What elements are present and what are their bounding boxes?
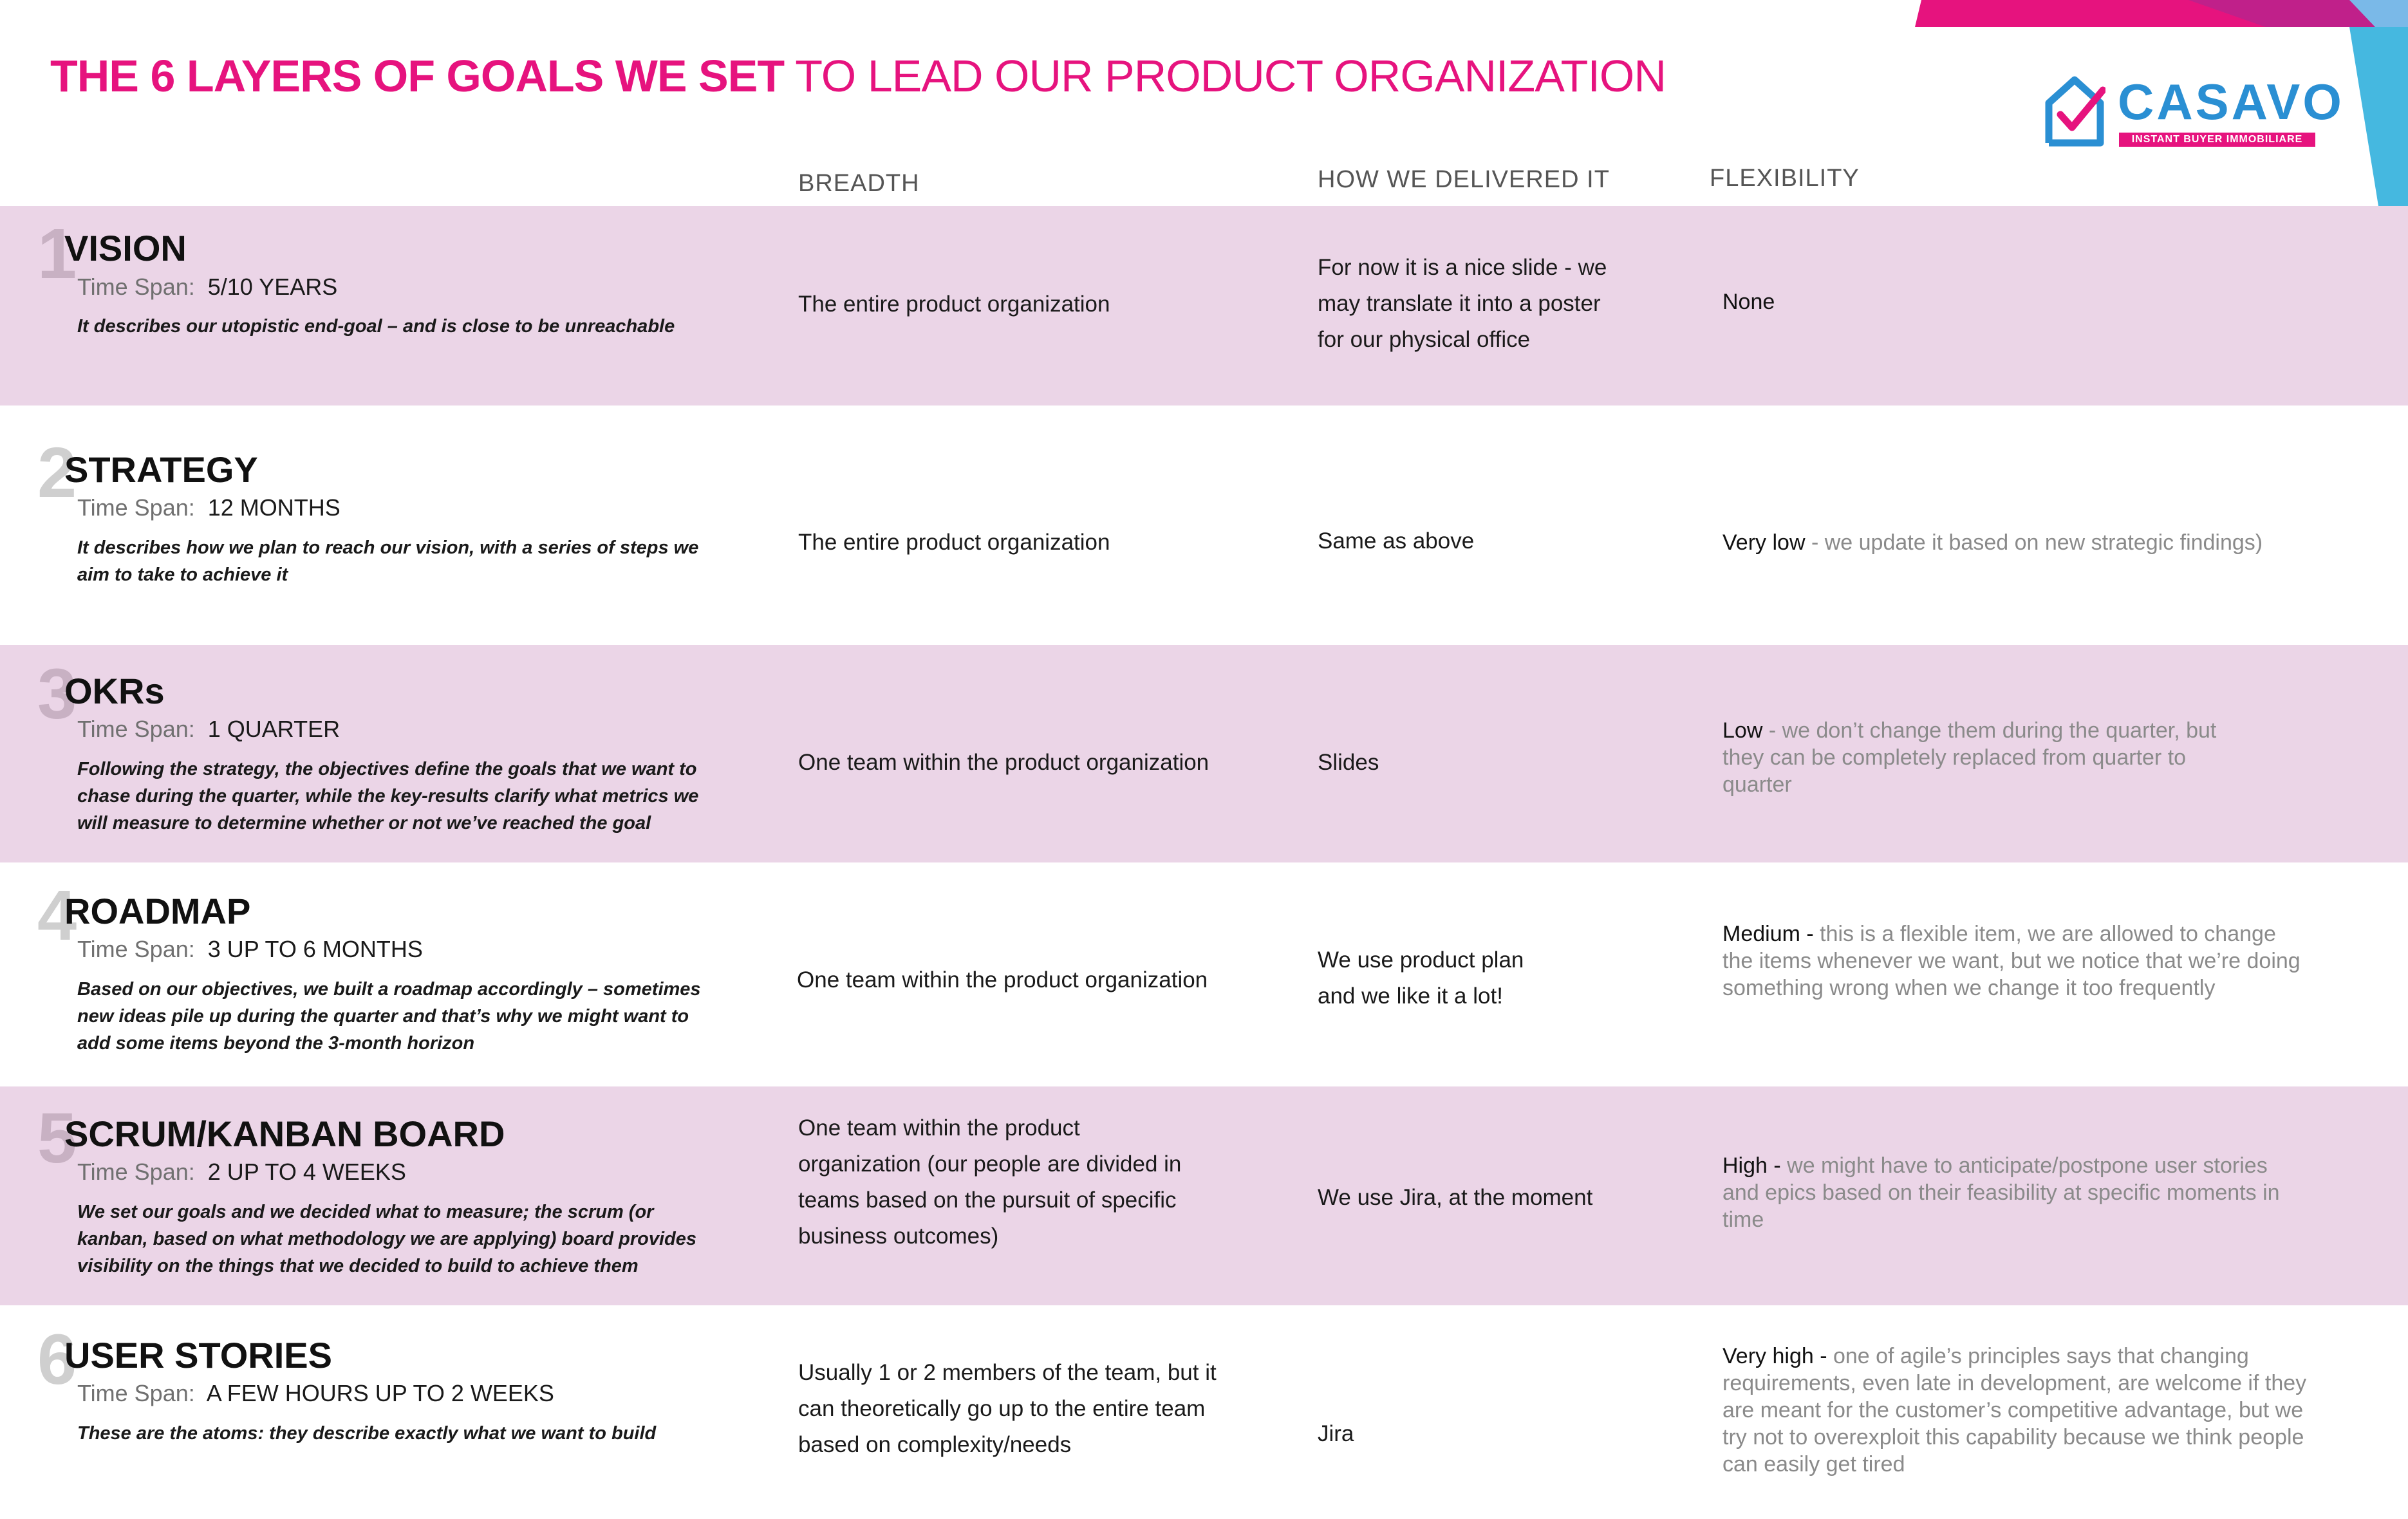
layer-row-scrum-kanban xyxy=(0,1086,2408,1305)
flexibility-cell xyxy=(1722,529,2334,556)
time-span-label: Time Span: xyxy=(77,1380,195,1406)
layer-name: ROADMAP xyxy=(64,891,251,931)
flexibility-level: Low xyxy=(1722,718,1763,743)
layer-name: SCRUM/KANBAN BOARD xyxy=(64,1114,505,1154)
flexibility-cell xyxy=(1722,717,2250,798)
time-span-label: Time Span: xyxy=(77,1159,195,1185)
layer-number: 5 xyxy=(37,1099,77,1178)
layer-name: OKRs xyxy=(64,671,165,711)
time-span-label: Time Span: xyxy=(77,274,195,300)
layer-row-roadmap xyxy=(0,862,2408,1086)
time-span xyxy=(77,1380,554,1407)
layer-name: USER STORIES xyxy=(64,1335,332,1375)
time-span-value: 12 MONTHS xyxy=(207,494,341,521)
layer-name: STRATEGY xyxy=(64,449,258,490)
flexibility-level: Medium - xyxy=(1722,922,1814,946)
layer-description: It describes how we plan to reach our vision, with a series of steps we aim to take to achieve it xyxy=(77,537,699,585)
flexibility-level: None xyxy=(1722,290,1775,314)
layer-number: 6 xyxy=(37,1320,77,1399)
breadth-cell: One team within the product organization xyxy=(797,967,1208,992)
breadth-cell: Usually 1 or 2 members of the team, but it can theoretically go up to the entire team based on complexity/needs xyxy=(798,1360,1217,1457)
delivery-cell: Jira xyxy=(1318,1421,1354,1446)
layer-row-vision xyxy=(0,206,2408,405)
logo-tagline: INSTANT BUYER IMMOBILIARE xyxy=(2119,133,2315,147)
flexibility-cell xyxy=(1722,1343,2328,1478)
time-span-value: 1 QUARTER xyxy=(207,716,341,742)
time-span-value: 3 UP TO 6 MONTHS xyxy=(207,936,423,962)
delivery-cell: Same as above xyxy=(1318,528,1475,554)
layer-number: 4 xyxy=(37,876,77,955)
casavo-logo xyxy=(2044,72,2344,149)
layer-name: VISION xyxy=(64,228,187,268)
layer-number: 1 xyxy=(37,214,77,294)
layer-row-okrs xyxy=(0,645,2408,862)
flexibility-cell xyxy=(1722,1152,2289,1233)
time-span xyxy=(77,716,340,743)
flexibility-cell xyxy=(1722,288,2334,315)
time-span xyxy=(77,274,337,301)
title-rest: TO LEAD OUR PRODUCT ORGANIZATION xyxy=(784,51,1666,101)
layer-number: 3 xyxy=(37,655,77,734)
time-span-label: Time Span: xyxy=(77,716,195,742)
flexibility-note: - we update it based on new strategic findings) xyxy=(1805,530,2263,555)
breadth-cell: One team within the product organization xyxy=(798,750,1209,775)
flexibility-level: Very low xyxy=(1722,530,1806,555)
delivery-cell: We use product plan and we like it a lot! xyxy=(1318,947,1524,1009)
flexibility-cell xyxy=(1722,920,2302,1002)
flexibility-note: this is a flexible item, we are allowed to change the items whenever we want, but we notice that we’re doing something wrong when we change it too frequently xyxy=(1722,922,2301,1000)
column-header-delivery: HOW WE DELIVERED IT xyxy=(1318,166,1610,193)
time-span-value: 2 UP TO 4 WEEKS xyxy=(207,1159,406,1185)
delivery-cell: Slides xyxy=(1318,750,1379,775)
time-span xyxy=(77,1159,406,1186)
time-span-label: Time Span: xyxy=(77,936,195,962)
time-span xyxy=(77,936,423,963)
layer-description: It describes our utopistic end-goal – and is close to be unreachable xyxy=(77,316,675,337)
house-check-icon xyxy=(2044,75,2105,147)
breadth-cell: One team within the product organization (our people are divided in teams based on the pursuit of specific business outcomes) xyxy=(798,1115,1182,1249)
title-bold: THE 6 LAYERS OF GOALS WE SET xyxy=(50,51,785,101)
time-span xyxy=(77,494,341,521)
logo-wordmark: CASAVO xyxy=(2118,73,2344,130)
layer-description: Based on our objectives, we built a roadmap accordingly – sometimes new ideas pile up during the quarter and that’s why we might want to add some items beyond the 3-month horizon xyxy=(77,979,701,1054)
layer-number: 2 xyxy=(37,433,77,512)
layer-row-user-stories xyxy=(0,1305,2408,1519)
time-span-value: A FEW HOURS UP TO 2 WEEKS xyxy=(206,1380,554,1406)
flexibility-note: - we don’t change them during the quarter, but they can be completely replaced from quarter to quarter xyxy=(1722,718,2217,797)
column-header-flexibility: FLEXIBILITY xyxy=(1710,165,1860,192)
layer-description: Following the strategy, the objectives define the goals that we want to chase during the quarter, while the key-results clarify what metrics we will measure to determine whether or not we’ve reached the goal xyxy=(77,759,699,834)
delivery-cell: For now it is a nice slide - we may translate it into a poster for our physical office xyxy=(1318,255,1607,352)
time-span-value: 5/10 YEARS xyxy=(207,274,338,300)
flexibility-note: we might have to anticipate/postpone user stories and epics based on their feasibility at specific moments in time xyxy=(1722,1153,2280,1232)
column-header-breadth: BREADTH xyxy=(798,170,920,197)
page-title xyxy=(50,50,1666,102)
delivery-cell: We use Jira, at the moment xyxy=(1318,1185,1593,1210)
time-span-label: Time Span: xyxy=(77,494,195,521)
flexibility-note: one of agile’s principles says that changing requirements, even late in development, are welcome if they are meant for the customer’s competitive advantage, but we try not to overexploit this capability because we think people can easily get tired xyxy=(1722,1344,2307,1477)
breadth-cell: The entire product organization xyxy=(798,530,1110,555)
breadth-cell: The entire product organization xyxy=(798,292,1110,317)
flexibility-level: High - xyxy=(1722,1153,1781,1178)
flexibility-level: Very high - xyxy=(1722,1344,1827,1368)
layer-row-strategy xyxy=(0,405,2408,645)
layer-description: These are the atoms: they describe exactly what we want to build xyxy=(77,1423,657,1444)
layer-description: We set our goals and we decided what to measure; the scrum (or kanban, based on what methodology we are applying) board provides visibility on the things that we decided to build to achieve them xyxy=(77,1202,696,1276)
